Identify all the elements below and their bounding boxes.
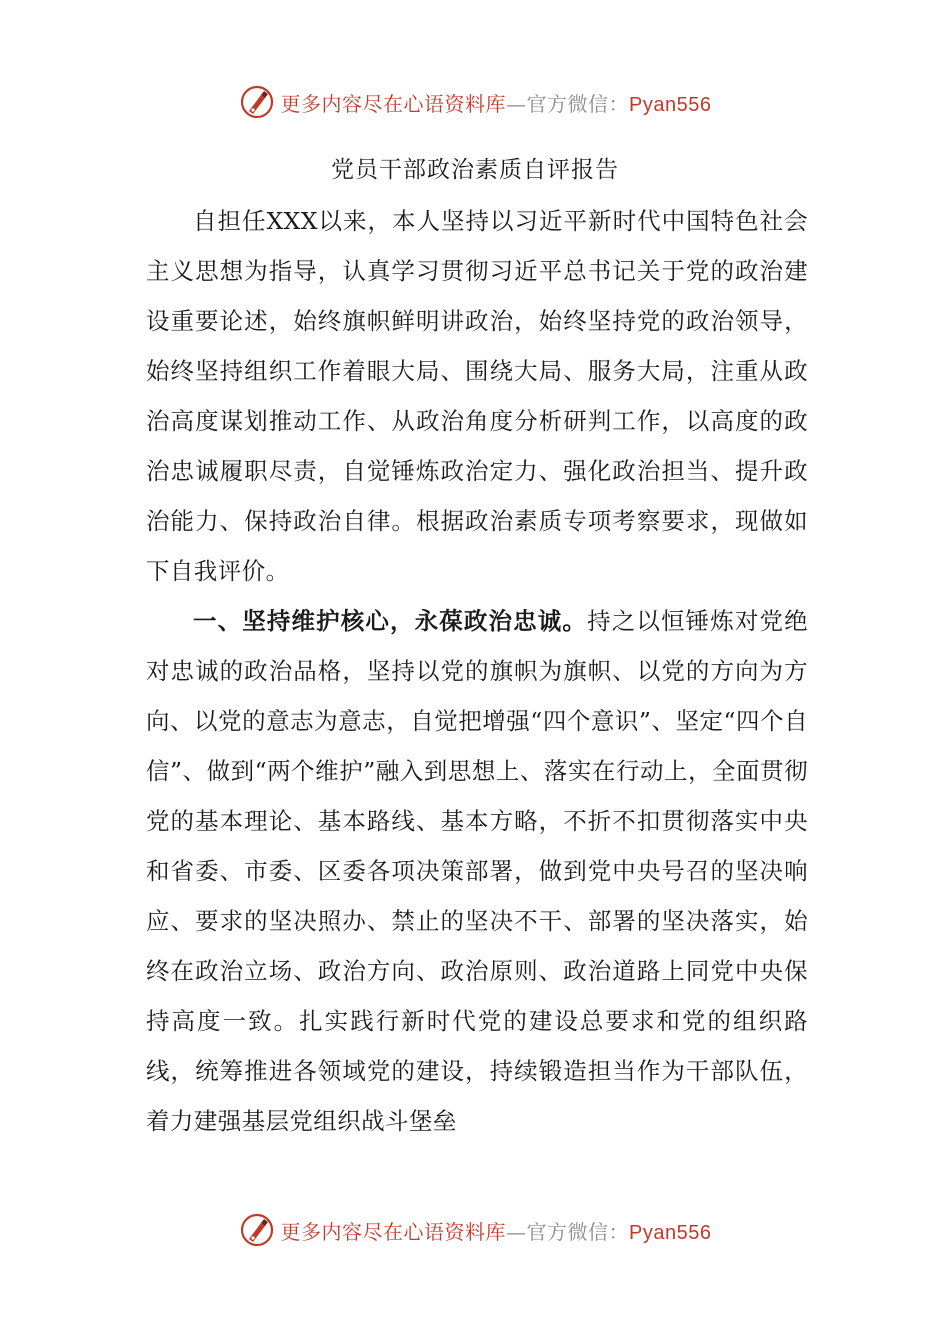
watermark-wechat-label: 官方微信： [526,91,630,116]
header-watermark-banner [0,82,950,122]
footer-watermark-banner [0,1210,950,1250]
pen-nib-logo-icon [239,1212,275,1248]
watermark-text [281,88,712,117]
footer-watermark-content [239,1212,712,1248]
intro-paragraph: 自担任XXX以来，本人坚持以习近平新时代中国特色社会主义思想为指导，认真学习贯彻习近平总书记关于党的政治建设重要论述，始终旗帜鲜明讲政治，始终坚持党的政治领导，始终坚持组织工作着眼大局、围绕大局、服务大局，注重从政治高度谋划推动工作、从政治角度分析研判工作，以高度的政治忠诚履职尽责，自觉锤炼政治定力、强化政治担当、提升政治能力、保持政治自律。根据政治素质专项考察要求，现做如下自我评价。 [146,207,808,585]
watermark-main-text: 更多内容尽在心语资料库 [280,91,507,116]
section-1-text: 持之以恒锤炼对党绝对忠诚的政治品格，坚持以党的旗帜为旗帜、以党的方向为方向、以党的意志为意志，自觉把增强“四个意识”、坚定“四个自信”、做到“两个维护”融入到思想上、落实在行动上，全面贯彻党的基本理论、基本路线、基本方略，不折不扣贯彻落实中央和省委、市委、区委各项决策部署，做到党中央号召的坚决响应、要求的坚决照办、禁止的坚决不干、部署的坚决落实，始终在政治立场、政治方向、政治原则、政治道路上同党中央保持高度一致。扎实践行新时代党的建设总要求和党的组织路线，统筹推进各领域党的建设，持续锻造担当作为干部队伍，着力建强基层党组织战斗堡垒 [146,607,808,1135]
pen-nib-logo-icon [239,84,275,120]
header-watermark-content [239,84,712,120]
watermark-text [281,1216,712,1245]
document-body [146,196,808,1146]
section-1-heading: 一、坚持维护核心，永葆政治忠诚。 [193,607,588,635]
watermark-dash: — [506,91,527,116]
watermark-main-text: 更多内容尽在心语资料库 [280,1219,507,1244]
watermark-wechat-id: Pyan556 [629,93,712,116]
watermark-wechat-label: 官方微信： [526,1219,630,1244]
watermark-wechat-id: Pyan556 [629,1221,712,1244]
watermark-dash: — [506,1219,527,1244]
section-1-paragraph [146,596,808,1146]
document-title: 党员干部政治素质自评报告 [331,157,619,183]
